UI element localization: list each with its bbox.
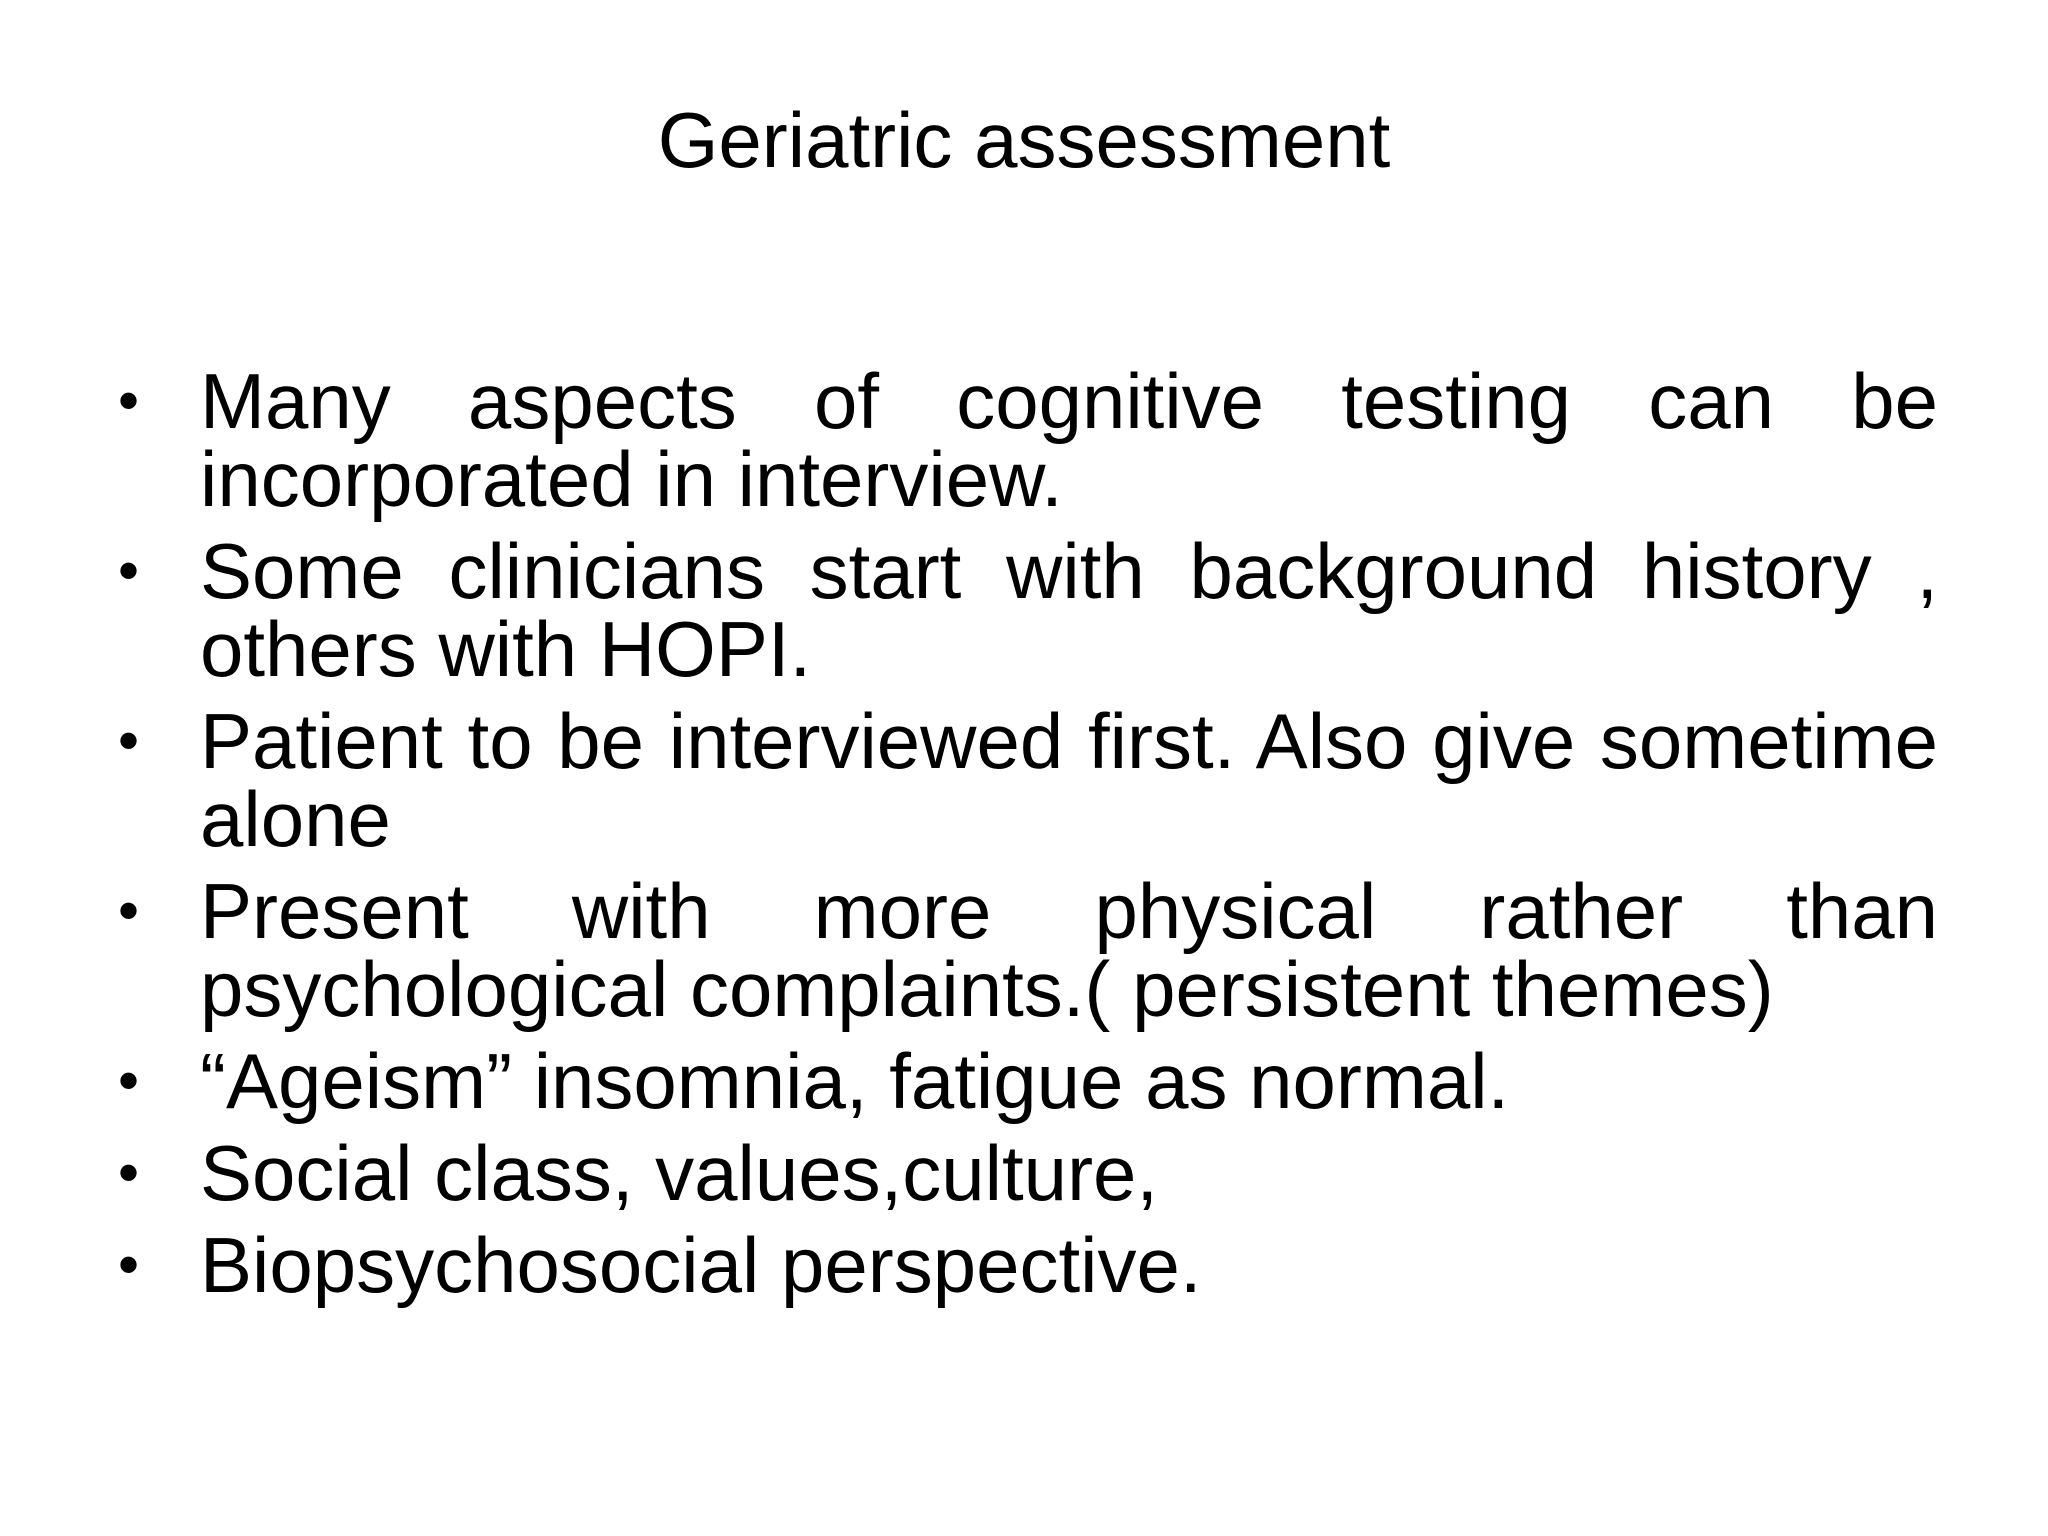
bullet-text: Present with more physical rather than psychological complaints.( persistent themes): [200, 867, 1938, 1033]
bullet-list: [118, 357, 1938, 1318]
list-item: [118, 527, 1938, 693]
bullet-text: Biopsychosocial perspective.: [200, 1221, 1202, 1309]
bullet-icon: •: [118, 367, 140, 434]
bullet-icon: •: [118, 537, 140, 604]
bullet-icon: •: [118, 707, 140, 774]
bullet-text: “Ageism” insomnia, fatigue as normal.: [200, 1037, 1510, 1125]
list-item: [118, 697, 1938, 863]
list-item: [118, 1037, 1938, 1125]
bullet-icon: •: [118, 877, 140, 944]
list-item: [118, 1129, 1938, 1217]
bullet-icon: •: [118, 1047, 140, 1114]
list-item: [118, 1221, 1938, 1309]
bullet-icon: •: [118, 1231, 140, 1298]
bullet-text: Many aspects of cognitive testing can be incorporated in interview.: [200, 357, 1938, 523]
bullet-text: Patient to be interviewed first. Also give sometime alone: [200, 697, 1938, 863]
list-item: [118, 867, 1938, 1033]
list-item: [118, 357, 1938, 523]
slide-title: Geriatric assessment: [657, 96, 1391, 184]
bullet-text: Some clinicians start with background history , others with HOPI.: [200, 527, 1938, 693]
bullet-icon: •: [118, 1139, 140, 1206]
bullet-text: Social class, values,culture,: [200, 1129, 1159, 1217]
